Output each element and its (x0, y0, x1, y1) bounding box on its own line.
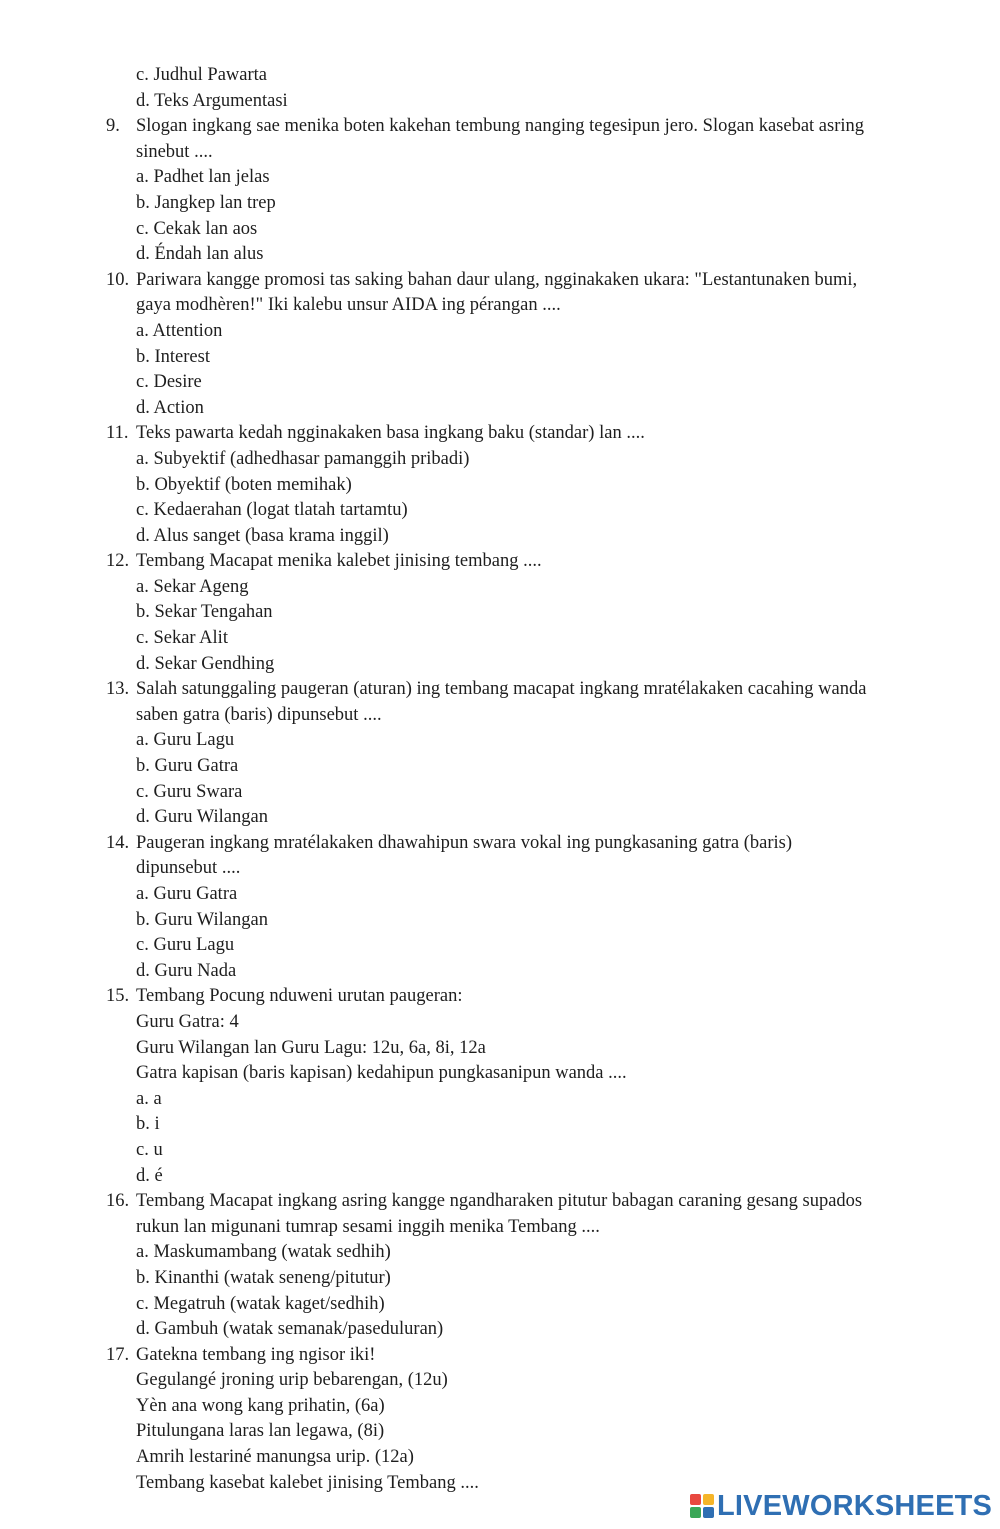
text-line (0, 165, 1000, 191)
text-line (0, 780, 1000, 806)
line-text: b. Sekar Tengahan (136, 602, 273, 623)
liveworksheets-logo-icon (690, 1494, 714, 1518)
line-text: gaya modhèren!" Iki kalebu unsur AIDA ing pérangan .... (136, 295, 561, 316)
line-text: Yèn ana wong kang prihatin, (6a) (136, 1395, 385, 1416)
line-text: b. Guru Gatra (136, 756, 239, 777)
question-text: Tembang Pocung nduweni urutan paugeran: (136, 986, 463, 1007)
line-text: c. Desire (136, 372, 202, 393)
line-text: d. Guru Wilangan (136, 807, 268, 828)
text-line (0, 242, 1000, 268)
text-line (0, 319, 1000, 345)
question-line (0, 1189, 1000, 1215)
text-line (0, 1266, 1000, 1292)
question-number: 12. (106, 551, 130, 572)
text-line (0, 396, 1000, 422)
line-text: d. Sekar Gendhing (136, 653, 275, 674)
question-text: Tembang Macapat ingkang asring kangge ngandharaken pitutur babagan caraning gesang supados (136, 1191, 863, 1212)
question-text: Teks pawarta kedah ngginakaken basa ingkang baku (standar) lan .... (136, 423, 645, 444)
text-line (0, 856, 1000, 882)
text-line (0, 63, 1000, 89)
question-number: 13. (106, 679, 130, 700)
line-text: b. i (136, 1114, 160, 1135)
text-line (0, 89, 1000, 115)
line-text: a. Subyektif (adhedhasar pamanggih pribadi) (136, 448, 470, 469)
line-text: a. Attention (136, 320, 223, 341)
question-line (0, 268, 1000, 294)
text-line (0, 524, 1000, 550)
question-number: 14. (106, 832, 130, 853)
line-text: dipunsebut .... (136, 858, 241, 879)
text-line (0, 473, 1000, 499)
question-text: Paugeran ingkang mratélakaken dhawahipun swara vokal ing pungkasaning gatra (baris) (136, 832, 793, 853)
line-text: Guru Wilangan lan Guru Lagu: 12u, 6a, 8i, 12a (136, 1037, 486, 1058)
line-text: d. Guru Nada (136, 960, 237, 981)
text-line (0, 1368, 1000, 1394)
text-line (0, 1138, 1000, 1164)
question-line (0, 549, 1000, 575)
line-text: Gatra kapisan (baris kapisan) kedahipun pungkasanipun wanda .... (136, 1063, 627, 1084)
line-text: b. Guru Wilangan (136, 909, 268, 930)
text-line (0, 805, 1000, 831)
line-text: d. Alus sanget (basa krama inggil) (136, 525, 389, 546)
line-text: d. Action (136, 397, 204, 418)
question-line (0, 421, 1000, 447)
text-line (0, 1061, 1000, 1087)
question-text: Gatekna tembang ing ngisor iki! (136, 1344, 376, 1365)
question-number: 15. (106, 986, 130, 1007)
question-line (0, 677, 1000, 703)
question-text: Slogan ingkang sae menika boten kakehan tembung nanging tegesipun jero. Slogan kasebat asring (136, 116, 865, 137)
text-line (0, 345, 1000, 371)
line-text: c. Guru Swara (136, 781, 243, 802)
line-text: d. é (136, 1165, 163, 1186)
text-line (0, 1240, 1000, 1266)
text-line (0, 1317, 1000, 1343)
line-text: a. a (136, 1088, 162, 1109)
line-text: Tembang kasebat kalebet jinising Tembang .... (136, 1472, 479, 1493)
text-line (0, 652, 1000, 678)
text-line (0, 600, 1000, 626)
text-line (0, 140, 1000, 166)
line-text: b. Obyektif (boten memihak) (136, 474, 352, 495)
text-line (0, 217, 1000, 243)
line-text: c. Kedaerahan (logat tlatah tartamtu) (136, 500, 408, 521)
question-line (0, 984, 1000, 1010)
text-line (0, 498, 1000, 524)
text-line (0, 293, 1000, 319)
text-line (0, 703, 1000, 729)
text-line (0, 191, 1000, 217)
line-text: c. Cekak lan aos (136, 218, 258, 239)
line-text: rukun lan migunani tumrap sesami inggih menika Tembang .... (136, 1216, 600, 1237)
text-line (0, 370, 1000, 396)
text-line (0, 1445, 1000, 1471)
question-number: 10. (106, 269, 130, 290)
line-text: Gegulangé jroning urip bebarengan, (12u) (136, 1370, 448, 1391)
line-text: b. Interest (136, 346, 210, 367)
text-line (0, 626, 1000, 652)
text-line (0, 1010, 1000, 1036)
line-text: Pitulungana laras lan legawa, (8i) (136, 1421, 385, 1442)
question-number: 11. (106, 423, 129, 444)
text-line (0, 1112, 1000, 1138)
text-line (0, 1215, 1000, 1241)
liveworksheets-wordmark: LIVEWORKSHEETS (717, 1489, 993, 1522)
liveworksheets-logo (690, 1490, 992, 1522)
text-line (0, 959, 1000, 985)
line-text: d. Teks Argumentasi (136, 90, 288, 111)
text-line (0, 754, 1000, 780)
line-text: a. Padhet lan jelas (136, 167, 270, 188)
worksheet-document (0, 63, 1000, 1496)
line-text: c. Guru Lagu (136, 935, 235, 956)
line-text: a. Guru Lagu (136, 730, 235, 751)
question-number: 17. (106, 1344, 130, 1365)
text-line (0, 575, 1000, 601)
question-text: Tembang Macapat menika kalebet jinising tembang .... (136, 551, 542, 572)
text-line (0, 1419, 1000, 1445)
line-text: Amrih lestariné manungsa urip. (12a) (136, 1447, 414, 1468)
line-text: d. Éndah lan alus (136, 244, 264, 265)
question-line (0, 831, 1000, 857)
line-text: a. Guru Gatra (136, 884, 238, 904)
question-line (0, 114, 1000, 140)
text-line (0, 908, 1000, 934)
text-line (0, 882, 1000, 908)
question-text: Pariwara kangge promosi tas saking bahan daur ulang, ngginakaken ukara: "Lestantunaken bumi, (136, 269, 858, 290)
line-text: sinebut .... (136, 141, 213, 162)
line-text: b. Jangkep lan trep (136, 192, 276, 213)
line-text: a. Maskumambang (watak sedhih) (136, 1242, 391, 1263)
question-line (0, 1343, 1000, 1369)
text-line (0, 1087, 1000, 1113)
line-text: b. Kinanthi (watak seneng/pitutur) (136, 1267, 391, 1288)
text-line (0, 933, 1000, 959)
line-text: d. Gambuh (watak semanak/paseduluran) (136, 1319, 444, 1340)
line-text: c. u (136, 1139, 163, 1160)
text-line (0, 1292, 1000, 1318)
text-line (0, 447, 1000, 473)
question-number: 16. (106, 1191, 130, 1212)
text-line (0, 1036, 1000, 1062)
line-text: c. Judhul Pawarta (136, 65, 268, 85)
text-line (0, 1164, 1000, 1190)
question-text: Salah satunggaling paugeran (aturan) ing tembang macapat ingkang mratélakaken cacahing wanda (136, 679, 867, 700)
text-line (0, 728, 1000, 754)
line-text: c. Sekar Alit (136, 628, 228, 649)
line-text: c. Megatruh (watak kaget/sedhih) (136, 1293, 385, 1314)
text-line (0, 1394, 1000, 1420)
line-text: saben gatra (baris) dipunsebut .... (136, 704, 382, 725)
line-text: Guru Gatra: 4 (136, 1011, 239, 1032)
question-number: 9. (106, 116, 120, 137)
line-text: a. Sekar Ageng (136, 576, 249, 597)
